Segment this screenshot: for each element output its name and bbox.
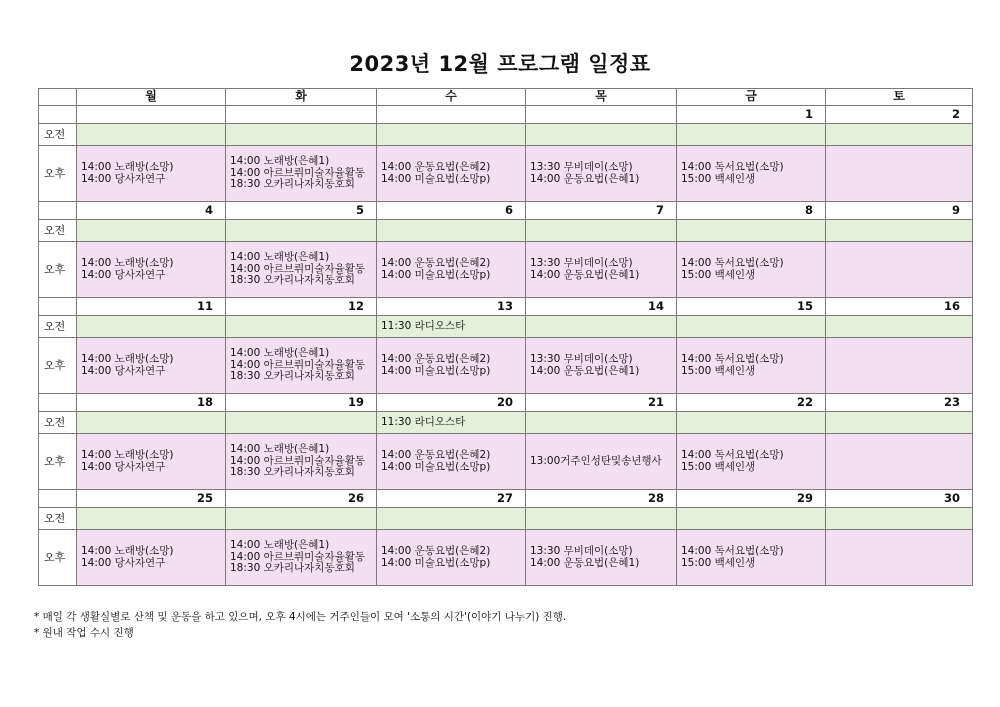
program-item: 14:00 미술요법(소망p) — [381, 460, 491, 473]
morning-label: 오전 — [39, 316, 77, 338]
program-item: 14:00 당사자연구 — [81, 364, 166, 377]
program-item: 18:30 오카리나자치동호회 — [230, 274, 355, 287]
date-row-label — [39, 298, 77, 316]
program-item: 14:00 노래방(은혜1) — [230, 155, 330, 168]
program-cell — [226, 338, 377, 394]
program-item: 14:00 당사자연구 — [81, 172, 166, 185]
program-item: 14:00 독서요법(소망) — [681, 353, 784, 365]
program-cell — [526, 508, 677, 530]
date-cell: 18 — [77, 394, 226, 412]
date-cell: 30 — [826, 490, 973, 508]
program-item: 14:00 노래방(은혜1) — [230, 347, 330, 360]
program-cell — [526, 530, 677, 586]
program-cell — [526, 146, 677, 202]
program-cell — [77, 338, 226, 394]
morning-row — [39, 220, 973, 242]
program-item: 15:00 백세인생 — [681, 172, 756, 185]
program-item: 14:00 미술요법(소망p) — [381, 364, 491, 377]
program-item: 14:00 운동요법(은혜1) — [530, 556, 640, 569]
program-item: 14:00 노래방(소망) — [81, 257, 174, 269]
program-item: 13:30 무비데이(소망) — [530, 353, 633, 365]
date-cell — [77, 106, 226, 124]
program-item: 14:00 독서요법(소망) — [681, 161, 784, 173]
program-item: 14:00 아르브뤼미술자율활동 — [230, 262, 366, 275]
date-cell: 23 — [826, 394, 973, 412]
date-cell: 5 — [226, 202, 377, 220]
schedule-body — [39, 89, 973, 586]
program-cell — [377, 434, 526, 490]
program-item: 18:30 오카리나자치동호회 — [230, 562, 355, 575]
date-cell: 14 — [526, 298, 677, 316]
program-cell — [77, 124, 226, 146]
afternoon-row — [39, 242, 973, 298]
date-cell: 26 — [226, 490, 377, 508]
program-item: 14:00 노래방(은혜1) — [230, 251, 330, 264]
morning-label: 오전 — [39, 412, 77, 434]
program-cell — [826, 146, 973, 202]
date-cell: 9 — [826, 202, 973, 220]
date-cell: 20 — [377, 394, 526, 412]
program-item: 14:00 독서요법(소망) — [681, 257, 784, 269]
program-cell — [677, 146, 826, 202]
date-cell: 21 — [526, 394, 677, 412]
program-item: 18:30 오카리나자치동호회 — [230, 370, 355, 383]
program-cell — [826, 316, 973, 338]
afternoon-label: 오후 — [39, 338, 77, 394]
program-item: 14:00 독서요법(소망) — [681, 545, 784, 557]
program-item: 15:00 백세인생 — [681, 556, 756, 569]
program-cell — [826, 220, 973, 242]
date-cell: 22 — [677, 394, 826, 412]
program-item: 14:00 아르브뤼미술자율활동 — [230, 550, 366, 563]
program-item: 14:00 당사자연구 — [81, 460, 166, 473]
program-item: 13:30 무비데이(소망) — [530, 257, 633, 269]
program-cell — [526, 242, 677, 298]
afternoon-label: 오후 — [39, 434, 77, 490]
program-cell — [377, 338, 526, 394]
weekday-header: 토 — [826, 89, 973, 106]
program-cell — [226, 412, 377, 434]
page-title: 2023년 12월 프로그램 일정표 — [349, 52, 651, 76]
date-cell: 27 — [377, 490, 526, 508]
morning-label: 오전 — [39, 508, 77, 530]
program-cell — [826, 242, 973, 298]
weekday-header: 목 — [526, 89, 677, 106]
program-cell — [826, 434, 973, 490]
program-item: 18:30 오카리나자치동호회 — [230, 466, 355, 479]
program-item: 14:00 아르브뤼미술자율활동 — [230, 454, 366, 467]
program-item: 14:00 노래방(은혜1) — [230, 443, 330, 456]
weekday-header: 화 — [226, 89, 377, 106]
program-item: 14:00 운동요법(은혜1) — [530, 268, 640, 281]
program-item: 15:00 백세인생 — [681, 268, 756, 281]
date-row — [39, 202, 973, 220]
date-cell: 8 — [677, 202, 826, 220]
footnote: * 원내 작업 수시 진행 — [34, 627, 134, 639]
corner-cell — [39, 89, 77, 106]
date-cell: 2 — [826, 106, 973, 124]
weekday-header: 수 — [377, 89, 526, 106]
program-cell — [77, 412, 226, 434]
program-cell — [677, 220, 826, 242]
program-item: 14:00 노래방(소망) — [81, 545, 174, 557]
program-cell — [526, 316, 677, 338]
morning-label: 오전 — [39, 124, 77, 146]
program-cell — [526, 124, 677, 146]
afternoon-row — [39, 146, 973, 202]
program-item: 15:00 백세인생 — [681, 364, 756, 377]
program-cell — [677, 434, 826, 490]
program-cell — [226, 242, 377, 298]
program-item: 13:30 무비데이(소망) — [530, 161, 633, 173]
afternoon-row — [39, 338, 973, 394]
program-cell — [226, 434, 377, 490]
program-item: 14:00 운동요법(은혜2) — [381, 257, 491, 269]
morning-label: 오전 — [39, 220, 77, 242]
program-item: 14:00 운동요법(은혜2) — [381, 449, 491, 461]
weekday-header: 월 — [77, 89, 226, 106]
program-item: 13:30 무비데이(소망) — [530, 545, 633, 557]
morning-row — [39, 316, 973, 338]
program-cell — [526, 220, 677, 242]
program-item: 14:00 운동요법(은혜2) — [381, 545, 491, 557]
program-cell — [377, 412, 526, 434]
program-cell — [526, 338, 677, 394]
program-cell — [226, 146, 377, 202]
program-cell — [77, 316, 226, 338]
program-item: 14:00 미술요법(소망p) — [381, 556, 491, 569]
program-item: 15:00 백세인생 — [681, 460, 756, 473]
program-item: 14:00 아르브뤼미술자율활동 — [230, 358, 366, 371]
program-item: 14:00 노래방(소망) — [81, 353, 174, 365]
program-cell — [377, 316, 526, 338]
program-cell — [826, 508, 973, 530]
date-cell: 15 — [677, 298, 826, 316]
footnotes — [34, 609, 566, 641]
date-cell: 6 — [377, 202, 526, 220]
date-row-label — [39, 106, 77, 124]
program-item: 14:00 독서요법(소망) — [681, 449, 784, 461]
program-cell — [77, 220, 226, 242]
program-cell — [77, 508, 226, 530]
program-item: 14:00 미술요법(소망p) — [381, 172, 491, 185]
program-cell — [526, 434, 677, 490]
date-cell: 1 — [677, 106, 826, 124]
date-row-label — [39, 394, 77, 412]
program-cell — [377, 146, 526, 202]
morning-row — [39, 124, 973, 146]
program-cell — [226, 530, 377, 586]
afternoon-label: 오후 — [39, 146, 77, 202]
program-cell — [226, 316, 377, 338]
date-cell: 7 — [526, 202, 677, 220]
program-cell — [677, 412, 826, 434]
program-item: 11:30 라디오스타 — [381, 415, 466, 428]
program-cell — [77, 434, 226, 490]
program-cell — [677, 530, 826, 586]
program-cell — [826, 412, 973, 434]
program-cell — [677, 242, 826, 298]
date-cell: 25 — [77, 490, 226, 508]
afternoon-label: 오후 — [39, 242, 77, 298]
program-cell — [826, 124, 973, 146]
program-cell — [377, 124, 526, 146]
program-item: 14:00 미술요법(소망p) — [381, 268, 491, 281]
afternoon-row — [39, 530, 973, 586]
footnote: * 매일 각 생활실별로 산책 및 운동을 하고 있으며, 오후 4시에는 거주인들이 모여 '소통의 시간'(이야기 나누기) 진행. — [34, 611, 567, 623]
date-cell: 11 — [77, 298, 226, 316]
program-cell — [377, 530, 526, 586]
weekday-header: 금 — [677, 89, 826, 106]
date-cell — [526, 106, 677, 124]
date-row-label — [39, 490, 77, 508]
program-cell — [377, 220, 526, 242]
program-cell — [677, 316, 826, 338]
program-item: 11:30 라디오스타 — [381, 319, 466, 332]
program-item: 14:00 당사자연구 — [81, 556, 166, 569]
program-item: 13:00거주인성탄및송년행사 — [530, 454, 662, 467]
date-row — [39, 298, 973, 316]
date-cell: 28 — [526, 490, 677, 508]
program-item: 14:00 당사자연구 — [81, 268, 166, 281]
program-cell — [677, 338, 826, 394]
program-item: 14:00 노래방(은혜1) — [230, 539, 330, 552]
program-cell — [377, 508, 526, 530]
morning-row — [39, 508, 973, 530]
program-cell — [526, 412, 677, 434]
program-cell — [226, 508, 377, 530]
date-cell: 16 — [826, 298, 973, 316]
program-item: 14:00 노래방(소망) — [81, 449, 174, 461]
program-cell — [826, 530, 973, 586]
program-cell — [377, 242, 526, 298]
program-cell — [77, 242, 226, 298]
date-row — [39, 106, 973, 124]
program-item: 14:00 운동요법(은혜1) — [530, 364, 640, 377]
program-item: 14:00 운동요법(은혜1) — [530, 172, 640, 185]
date-cell — [226, 106, 377, 124]
afternoon-row — [39, 434, 973, 490]
date-cell — [377, 106, 526, 124]
program-cell — [77, 530, 226, 586]
program-cell — [677, 124, 826, 146]
program-item: 14:00 노래방(소망) — [81, 161, 174, 173]
program-item: 14:00 운동요법(은혜2) — [381, 353, 491, 365]
program-item: 14:00 아르브뤼미술자율활동 — [230, 166, 366, 179]
schedule-table — [38, 88, 973, 586]
date-cell: 13 — [377, 298, 526, 316]
program-cell — [226, 124, 377, 146]
weekday-header-row — [39, 89, 973, 106]
date-cell: 4 — [77, 202, 226, 220]
program-cell — [77, 146, 226, 202]
program-cell — [226, 220, 377, 242]
program-item: 18:30 오카리나자치동호회 — [230, 178, 355, 191]
date-row — [39, 490, 973, 508]
program-item: 14:00 운동요법(은혜2) — [381, 161, 491, 173]
date-cell: 12 — [226, 298, 377, 316]
date-cell: 29 — [677, 490, 826, 508]
date-row — [39, 394, 973, 412]
program-cell — [826, 338, 973, 394]
date-cell: 19 — [226, 394, 377, 412]
program-cell — [677, 508, 826, 530]
date-row-label — [39, 202, 77, 220]
morning-row — [39, 412, 973, 434]
afternoon-label: 오후 — [39, 530, 77, 586]
